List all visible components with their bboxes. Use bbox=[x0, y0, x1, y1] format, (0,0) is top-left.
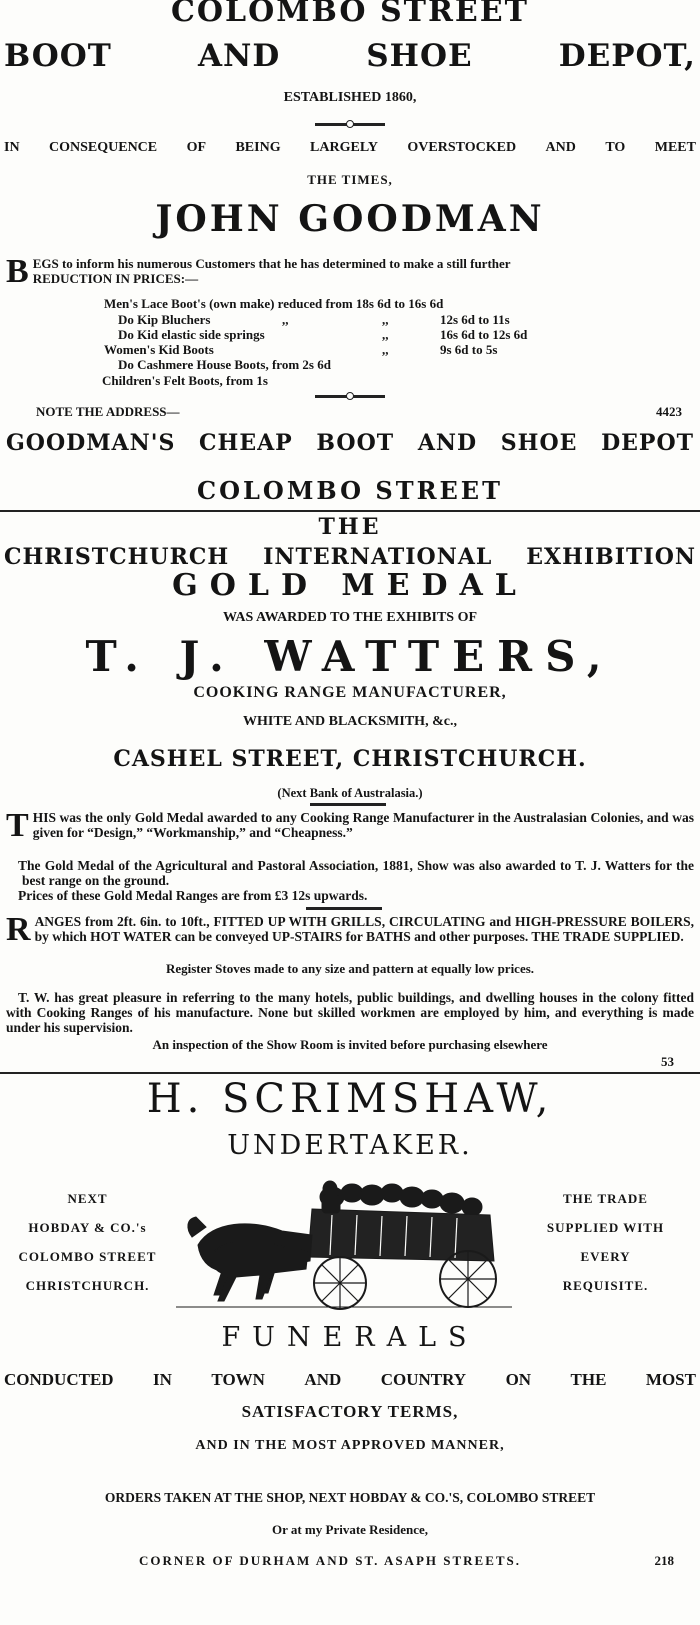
price-item: Men's Lace Boot's (own make) reduced from 18s 6d to 16s 6d bbox=[104, 296, 444, 311]
headline-word: SHOE bbox=[500, 430, 578, 456]
ad1-ref-number: 4423 bbox=[656, 404, 682, 419]
ad2-next-bank: (Next Bank of Australasia.) bbox=[277, 786, 423, 800]
ad2-paragraph-7: An inspection of the Show Room is invited before purchasing elsewhere bbox=[152, 1037, 548, 1052]
ad2-awarded: WAS AWARDED TO THE EXHIBITS OF bbox=[222, 610, 478, 625]
ad2-dropcap-t: T bbox=[6, 807, 29, 844]
side-line: EVERY bbox=[580, 1249, 631, 1264]
ad3-private-residence: Or at my Private Residence, bbox=[271, 1522, 429, 1537]
ad1-note-address: NOTE THE ADDRESS— bbox=[36, 404, 180, 419]
ad2-trade-blacksmith: WHITE AND BLACKSMITH, &c., bbox=[243, 714, 457, 729]
side-line: NEXT bbox=[67, 1191, 108, 1206]
headline-word: THE bbox=[570, 1370, 607, 1389]
headline-word: CHEAP bbox=[199, 430, 293, 456]
headline-word: BOOT bbox=[316, 430, 395, 456]
price-value: 12s 6d to 11s bbox=[440, 312, 510, 327]
price-item: Do Kip Bluchers bbox=[118, 312, 211, 327]
headline-word: OVERSTOCKED bbox=[407, 140, 517, 155]
headline-word: COUNTRY bbox=[380, 1370, 467, 1389]
ad2-name-watters: T. J. WATTERS, bbox=[85, 632, 615, 681]
ad1-consequence-line2: THE TIMES, bbox=[307, 172, 393, 187]
ad2-p1-text: HIS was the only Gold Medal awarded to any Cooking Range Manufacturer in the Australasian Colonies, and was given for “Design,” “Workmanship,” and “Cheapness.” bbox=[32, 810, 694, 840]
ditto-mark: ,, bbox=[382, 327, 389, 342]
ad1-headline-colombo-street: COLOMBO STREET bbox=[171, 0, 529, 29]
ad2-paragraph-2: The Gold Medal of the Agricultural and Pastoral Association, 1881, Show was also awarded to T. J. Watters for the best range on the ground. bbox=[18, 858, 694, 888]
ad1-consequence-line bbox=[0, 140, 700, 156]
ornament-divider bbox=[315, 392, 385, 400]
price-item: Do Cashmere House Boots, from 2s 6d bbox=[118, 357, 331, 372]
ad3-name-scrimshaw: H. SCRIMSHAW, bbox=[146, 1076, 554, 1122]
ad2-the: THE bbox=[318, 514, 382, 540]
ditto-mark: ,, bbox=[382, 312, 389, 327]
headline-word: OF bbox=[186, 140, 207, 155]
headline-word: MEET bbox=[654, 140, 696, 155]
ad-divider-rule bbox=[0, 1072, 700, 1074]
headline-word: AND bbox=[197, 38, 281, 74]
headline-word: DEPOT bbox=[601, 430, 694, 456]
ad1-footer-goodmans-depot bbox=[0, 430, 700, 456]
ad2-p4-text: ANGES from 2ft. 6in. to 10ft., FITTED UP WITH GRILLS, CIRCULATING and HIGH-PRESSURE BOILERS, by which HOT WATER can be conveyed UP-STAIRS for BATHS and other purposes. THE TRADE SUPPLIED. bbox=[34, 914, 694, 944]
side-line: CHRISTCHURCH. bbox=[25, 1278, 150, 1293]
ad2-cashel-street: CASHEL STREET, CHRISTCHURCH. bbox=[113, 746, 587, 772]
ad3-conducted-line bbox=[0, 1370, 700, 1390]
headline-word: IN bbox=[4, 140, 20, 155]
ad1-established: ESTABLISHED 1860, bbox=[283, 90, 417, 105]
ad3-left-lines bbox=[0, 1184, 175, 1300]
headline-word: BOOT bbox=[4, 38, 112, 74]
ad3-undertaker: UNDERTAKER. bbox=[227, 1130, 473, 1161]
hearse-carriage-engraving bbox=[172, 1175, 518, 1315]
ad1-intro bbox=[0, 253, 700, 290]
headline-word: DEPOT, bbox=[558, 38, 696, 74]
headline-word: TOWN bbox=[211, 1370, 265, 1389]
ad2-paragraph-6: T. W. has great pleasure in referring to the many hotels, public buildings, and dwelling houses in the colony fitted with Cooking Ranges of his manufacture. None but skilled workmen are employed by him, and everything is made under his supervision. bbox=[6, 990, 694, 1035]
headline-word: TO bbox=[605, 140, 626, 155]
price-item: Children's Felt Boots, from 1s bbox=[102, 373, 268, 388]
ad2-exhibition-line bbox=[0, 544, 700, 570]
ad-divider-rule bbox=[0, 510, 700, 512]
ad2-paragraph-5: Register Stoves made to any size and pattern at equally low prices. bbox=[165, 961, 535, 976]
ad2-trade-cooking-range: COOKING RANGE MANUFACTURER, bbox=[193, 684, 507, 701]
side-line: REQUISITE. bbox=[562, 1278, 649, 1293]
headline-word: CONDUCTED bbox=[4, 1370, 114, 1389]
ad3-right-lines bbox=[518, 1184, 693, 1300]
headline-word: ON bbox=[505, 1370, 532, 1389]
headline-word: CHRISTCHURCH bbox=[4, 544, 230, 570]
headline-word: GOODMAN'S bbox=[6, 430, 176, 456]
ad3-approved-manner: AND IN THE MOST APPROVED MANNER, bbox=[195, 1438, 505, 1453]
ad1-footer-colombo-street: COLOMBO STREET bbox=[197, 476, 503, 505]
ornament-divider bbox=[315, 120, 385, 128]
ad3-ref-number: 218 bbox=[654, 1553, 674, 1568]
ad2-paragraph-3: Prices of these Gold Medal Ranges are from £3 12s upwards. bbox=[18, 888, 368, 903]
price-item: Do Kid elastic side springs bbox=[118, 327, 265, 342]
headline-word: EXHIBITION bbox=[526, 544, 696, 570]
price-value: 9s 6d to 5s bbox=[440, 342, 498, 357]
ditto-mark: ,, bbox=[282, 312, 289, 327]
price-value: 16s 6d to 12s 6d bbox=[440, 327, 528, 342]
ad3-corner-streets: CORNER OF DURHAM AND ST. ASAPH STREETS. bbox=[138, 1553, 522, 1568]
ad1-headline-boot-shoe-depot bbox=[0, 38, 700, 74]
headline-word: CONSEQUENCE bbox=[49, 140, 158, 155]
headline-word: SHOE bbox=[366, 38, 473, 74]
price-item: Women's Kid Boots bbox=[104, 342, 214, 357]
ad1-dropcap: B bbox=[6, 253, 29, 290]
headline-word: MOST bbox=[645, 1370, 696, 1389]
headline-word: AND bbox=[417, 430, 478, 456]
ad2-paragraph-4 bbox=[0, 911, 700, 948]
ad1-name-john-goodman: JOHN GOODMAN bbox=[155, 198, 545, 240]
headline-word: IN bbox=[153, 1370, 172, 1389]
headline-word: BEING bbox=[235, 140, 281, 155]
ad2-ref-number: 53 bbox=[661, 1054, 674, 1069]
ad1-intro-line2: REDUCTION IN PRICES:— bbox=[32, 271, 199, 286]
side-line: COLOMBO STREET bbox=[18, 1249, 157, 1264]
ad3-orders-taken: ORDERS TAKEN AT THE SHOP, NEXT HOBDAY & CO.'S, COLOMBO STREET bbox=[104, 1490, 596, 1505]
short-rule bbox=[306, 907, 382, 910]
ad3-satisfactory-terms: SATISFACTORY TERMS, bbox=[241, 1402, 459, 1421]
short-rule bbox=[310, 803, 386, 806]
ad2-dropcap-r: R bbox=[6, 911, 31, 948]
headline-word: AND bbox=[304, 1370, 342, 1389]
headline-word: AND bbox=[545, 140, 576, 155]
ad2-gold-medal: GOLD MEDAL bbox=[172, 568, 528, 603]
headline-word: LARGELY bbox=[310, 140, 378, 155]
side-line: HOBDAY & CO.'s bbox=[28, 1220, 147, 1235]
ditto-mark: ,, bbox=[382, 342, 389, 357]
headline-word: INTERNATIONAL bbox=[263, 544, 493, 570]
side-line: SUPPLIED WITH bbox=[546, 1220, 665, 1235]
ad2-paragraph-1 bbox=[0, 807, 700, 844]
ad3-funerals: FUNERALS bbox=[221, 1322, 479, 1353]
ad1-intro-line1: EGS to inform his numerous Customers that he has determined to make a still further bbox=[32, 256, 511, 271]
side-line: THE TRADE bbox=[563, 1191, 648, 1206]
